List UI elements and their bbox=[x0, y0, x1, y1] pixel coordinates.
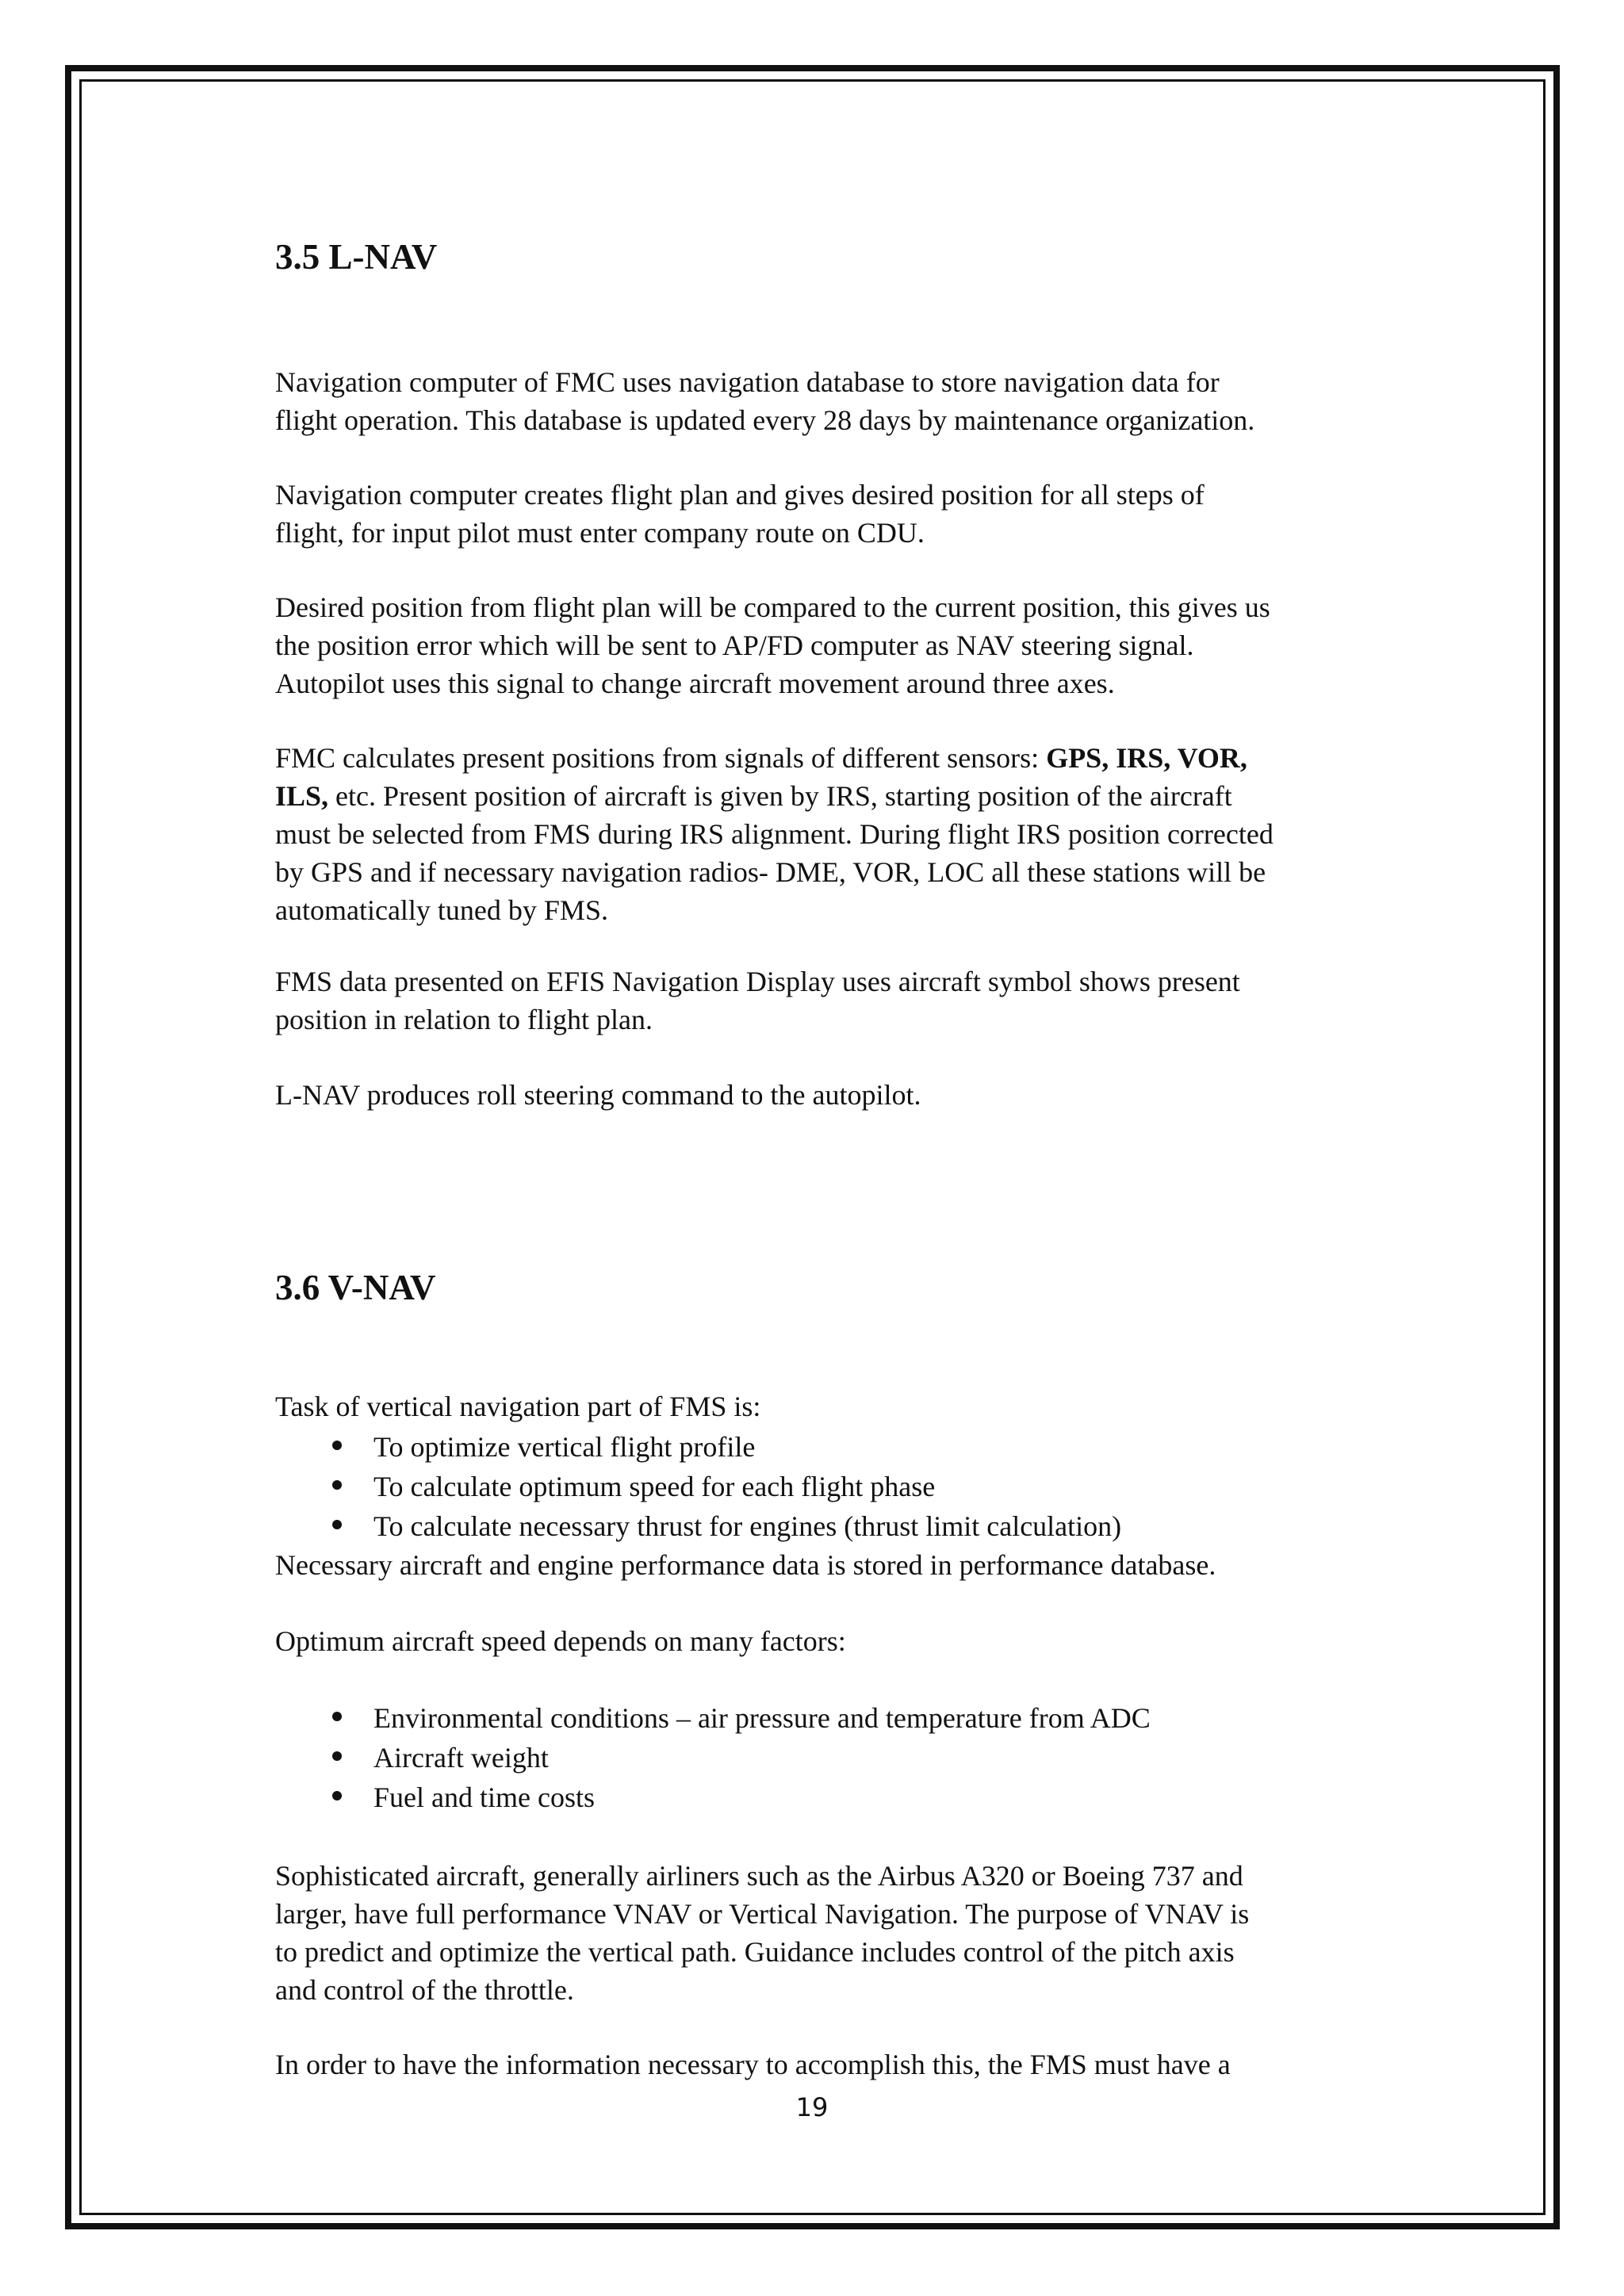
list-item bbox=[275, 1698, 1151, 1738]
paragraph-line: flight operation. This database is updated every 28 days by maintenance organization. bbox=[275, 404, 1255, 436]
paragraph-vnav-order bbox=[275, 2045, 1425, 2084]
paragraph-vnav-factors-intro bbox=[275, 1622, 1425, 1660]
paragraph-vnav-intro bbox=[275, 1387, 1425, 1425]
paragraph-lnav-efis bbox=[275, 962, 1425, 1039]
paragraph-lnav-database bbox=[275, 363, 1425, 439]
paragraph-line: the position error which will be sent to AP/FD computer as NAV steering signal. bbox=[275, 629, 1194, 661]
paragraph-line: Task of vertical navigation part of FMS is: bbox=[275, 1391, 761, 1422]
paragraph-line: L-NAV produces roll steering command to the autopilot. bbox=[275, 1079, 921, 1111]
list-item bbox=[275, 1738, 1151, 1777]
list-vnav-factors bbox=[275, 1698, 1151, 1817]
paragraph-line: flight, for input pilot must enter company route on CDU. bbox=[275, 517, 925, 549]
paragraph-vnav-database bbox=[275, 1546, 1425, 1584]
paragraph-line: automatically tuned by FMS. bbox=[275, 894, 608, 926]
paragraph-line: In order to have the information necessary to accomplish this, the FMS must have a bbox=[275, 2049, 1231, 2080]
paragraph-line: Sophisticated aircraft, generally airliners such as the Airbus A320 or Boeing 737 and bbox=[275, 1860, 1243, 1892]
paragraph-line: must be selected from FMS during IRS alignment. During flight IRS position corrected bbox=[275, 818, 1274, 850]
list-item-text: To calculate optimum speed for each flight phase bbox=[373, 1471, 936, 1502]
bullet-icon bbox=[332, 1712, 342, 1721]
page-number: 19 bbox=[795, 2092, 829, 2122]
list-item bbox=[275, 1777, 1151, 1817]
paragraph-line: Desired position from flight plan will be compared to the current position, this gives us bbox=[275, 591, 1270, 623]
paragraph-line bbox=[275, 777, 1425, 815]
sensors-text: etc. Present position of aircraft is given by IRS, starting position of the aircraft bbox=[328, 780, 1232, 812]
bullet-icon bbox=[332, 1520, 342, 1529]
sensors-text: FMC calculates present positions from signals of different sensors: bbox=[275, 742, 1047, 774]
section-heading-vnav: 3.6 V-NAV bbox=[275, 1268, 436, 1307]
paragraph-line: Necessary aircraft and engine performance data is stored in performance database. bbox=[275, 1549, 1216, 1581]
list-item-text: Fuel and time costs bbox=[373, 1781, 595, 1813]
paragraph-line: larger, have full performance VNAV or Vertical Navigation. The purpose of VNAV is bbox=[275, 1898, 1250, 1930]
list-item-text: To calculate necessary thrust for engines (thrust limit calculation) bbox=[373, 1510, 1122, 1542]
paragraph-line: Navigation computer creates flight plan and gives desired position for all steps of bbox=[275, 479, 1205, 511]
list-item bbox=[275, 1506, 1121, 1546]
list-vnav-tasks bbox=[275, 1427, 1121, 1546]
bullet-icon bbox=[332, 1791, 342, 1800]
paragraph-line: Autopilot uses this signal to change aircraft movement around three axes. bbox=[275, 668, 1115, 699]
paragraph-line: and control of the throttle. bbox=[275, 1974, 574, 2006]
bullet-icon bbox=[332, 1441, 342, 1450]
section-heading-lnav: 3.5 L-NAV bbox=[275, 237, 438, 277]
list-item bbox=[275, 1467, 1121, 1506]
paragraph-line: by GPS and if necessary navigation radios- DME, VOR, LOC all these stations will be bbox=[275, 856, 1266, 888]
list-item-text: Environmental conditions – air pressure and temperature from ADC bbox=[373, 1702, 1151, 1734]
list-item-text: To optimize vertical flight profile bbox=[373, 1431, 756, 1463]
bullet-icon bbox=[332, 1751, 342, 1761]
paragraph-vnav-sophisticated bbox=[275, 1857, 1425, 2009]
list-item bbox=[275, 1427, 1121, 1467]
paragraph-lnav-roll-steering bbox=[275, 1076, 1425, 1114]
paragraph-line: position in relation to flight plan. bbox=[275, 1004, 653, 1035]
paragraph-lnav-sensors bbox=[275, 739, 1425, 929]
paragraph-lnav-flight-plan bbox=[275, 476, 1425, 552]
paragraph-line: Navigation computer of FMC uses navigation database to store navigation data for bbox=[275, 366, 1220, 398]
paragraph-line: FMS data presented on EFIS Navigation Display uses aircraft symbol shows present bbox=[275, 966, 1240, 997]
paragraph-line: Optimum aircraft speed depends on many factors: bbox=[275, 1625, 846, 1657]
bullet-icon bbox=[332, 1480, 342, 1490]
paragraph-line bbox=[275, 739, 1425, 777]
paragraph-line: to predict and optimize the vertical path. Guidance includes control of the pitch axis bbox=[275, 1936, 1235, 1968]
sensors-bold: GPS, IRS, VOR, bbox=[1046, 742, 1247, 774]
list-item-text: Aircraft weight bbox=[373, 1742, 549, 1774]
sensors-bold: ILS, bbox=[275, 780, 329, 812]
paragraph-lnav-position-error bbox=[275, 588, 1425, 702]
